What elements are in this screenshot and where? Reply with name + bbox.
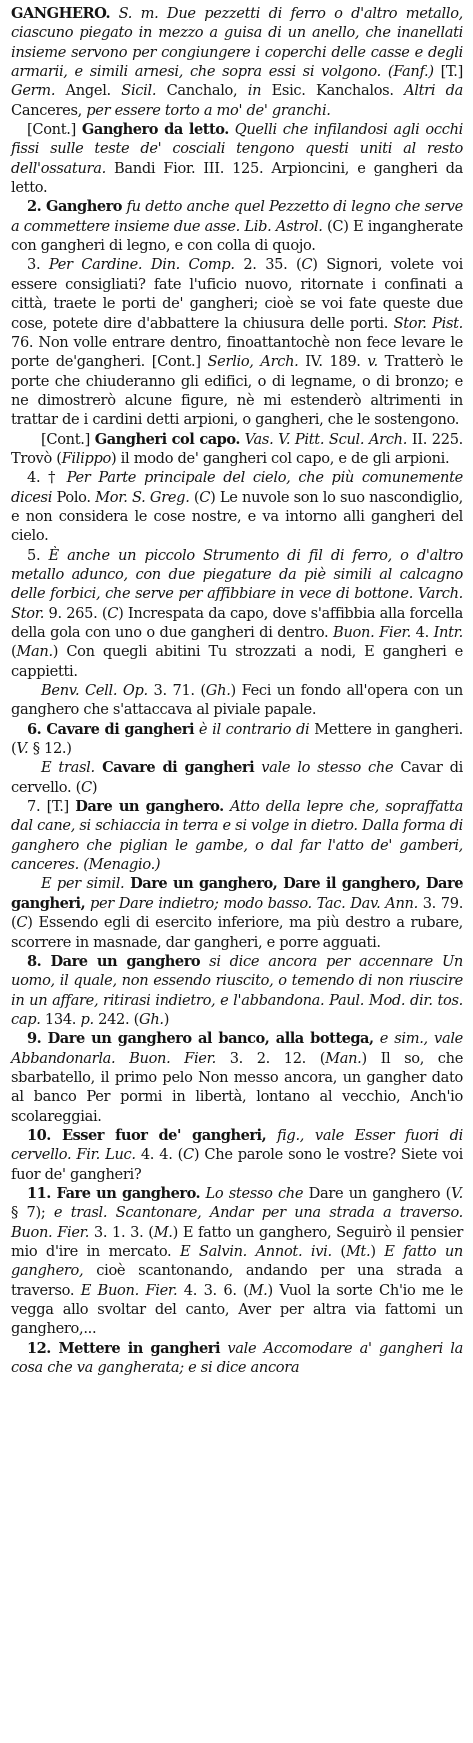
italic-text: per essere torto a mo' de' granchi. xyxy=(86,101,331,119)
italic-text: Per Parte principale del cielo, che più comunemente dicesi xyxy=(11,469,463,506)
italic-text: Germ. xyxy=(11,82,56,100)
italic-text: per Dare indietro; modo basso. Tac. Dav. Ann. xyxy=(85,894,418,912)
italic-text: Atto della lepre che, sopraffatta dal cane, si schiaccia in terra e si volge in dietro. Dalla forma di ganghero che piglian le gambe, o dal far l'atto de' gamberi, canceres. (Menagio.) xyxy=(11,798,463,874)
italic-text: E Buon. Fier. xyxy=(80,1281,178,1299)
entry-paragraph xyxy=(11,430,463,469)
italic-text: E trasl. xyxy=(41,759,95,777)
text-run: 3. 1. 3. ( xyxy=(89,1223,154,1241)
text-run: Polo. xyxy=(52,488,96,506)
text-run: Mettere in gangheri. ( xyxy=(11,720,464,758)
entry-paragraph xyxy=(11,468,463,545)
entry-paragraph xyxy=(11,797,463,874)
italic-text: Stor. Pist. xyxy=(393,314,463,332)
italic-text: V. xyxy=(16,740,29,758)
italic-text: vale Accomodare a' gangheri la cosa che va gangherata; e si dice ancora xyxy=(11,1339,463,1377)
text-run: Esic. Kanchalos. xyxy=(261,82,405,100)
entry-paragraph xyxy=(11,546,463,681)
text-run: ) xyxy=(370,1243,385,1260)
text-run: Dare un ganghero ( xyxy=(303,1184,451,1202)
italic-text: E per simil. xyxy=(41,875,125,893)
italic-text: C xyxy=(16,914,28,932)
italic-text: Serlio, Arch. xyxy=(207,353,299,371)
text-run: Tratterò le porte che chiuderanno gli edifici, o di legname, o di bronzo; e ne dimostrerò alcune figure, nè mi estenderò altrimenti in trattar de i cardini detti arpioni, o gangheri, che le sostengono. xyxy=(11,353,463,429)
entry-headword: Dare un ganghero, Dare il ganghero, Dare gangheri, xyxy=(11,875,463,912)
entry-paragraph xyxy=(11,255,463,429)
text-run: ( xyxy=(331,1243,346,1260)
entry-paragraph xyxy=(11,952,463,1029)
italic-text: fig., vale Esser fuori di cervello. Fir. Luc. xyxy=(11,1126,463,1164)
text-run: ) Increspata da capo, dove s'affibbia alla forcella della gola con uno o due gangheri di dentro. xyxy=(11,604,463,641)
italic-text: M. xyxy=(248,1281,268,1299)
entry-headword: 11. Fare un ganghero. xyxy=(27,1184,201,1202)
italic-text: v. xyxy=(367,353,378,371)
text-run: ) Con quegli abitini Tu strozzati a nodi, E gangheri e cappietti. xyxy=(11,643,463,680)
entry-paragraph xyxy=(11,1339,463,1378)
entry-paragraph xyxy=(11,120,463,197)
italic-text: e trasl. Scantonare, Andar per una strada a traverso. Buon. Fier. xyxy=(11,1204,463,1241)
italic-text: Per Cardine. Din. Comp. xyxy=(48,256,235,274)
text-run: ) Vuol la sorte Ch'io me le vegga allo svoltar del canto, Aver per altra via fattomi un ganghero,... xyxy=(11,1281,463,1338)
italic-text: E Salvin. Annot. ivi. xyxy=(179,1243,332,1260)
italic-text: M. xyxy=(153,1223,173,1241)
italic-text: Lo stesso che xyxy=(200,1184,304,1202)
italic-text: e sim., vale Abbandonarla. Buon. Fier. xyxy=(11,1030,463,1067)
italic-text: Gh. xyxy=(139,1010,164,1028)
entry-headword: Dare un ganghero. xyxy=(75,798,224,816)
text-run: ) Feci un fondo all'opera con un ganghero che s'attaccava al piviale papale. xyxy=(11,682,463,719)
entry-headword: 9. Dare un ganghero al banco, alla bottega, xyxy=(27,1030,374,1048)
entry-paragraph xyxy=(11,4,463,120)
entry-headword: Gangheri col capo. xyxy=(94,430,240,448)
italic-text: Quelli che infilandosi agli occhi fissi sulle teste de' cosciali tengono questi uniti al resto dell'ossatura. xyxy=(11,121,463,177)
text-run: ) Che parole sono le vostre? Siete voi fuor de' gangheri? xyxy=(11,1146,463,1183)
text-run: ( xyxy=(189,488,200,506)
italic-text: C xyxy=(199,488,211,506)
text-run: ( xyxy=(11,643,17,661)
text-run: 242. ( xyxy=(93,1010,140,1028)
text-run: 5. xyxy=(27,546,49,564)
italic-text: C xyxy=(107,604,119,622)
text-run: ) Signori, volete voi essere consigliati? fate l'uficio nuovo, ritornate i confinati a città, traete le porti de' gangheri; cioè se voi fate queste due cose, potete dire d'abbattere la chiusura delle porti. xyxy=(11,256,463,332)
text-run: § 7); xyxy=(11,1204,54,1222)
text-run: ) xyxy=(91,778,98,796)
entry-headword: 8. Dare un ganghero xyxy=(27,952,201,970)
text-run: 3. xyxy=(27,256,49,274)
italic-text: vale lo stesso che xyxy=(254,759,394,777)
italic-text: p. xyxy=(80,1010,94,1028)
italic-text: Mor. S. Greg. xyxy=(95,488,190,506)
italic-text: Man. xyxy=(325,1049,362,1067)
entry-paragraph xyxy=(11,197,463,255)
text-run: 76. Non volle entrare dentro, finoattantochè non fece levare le porte de'gangheri. [Cont.] xyxy=(11,333,463,371)
text-run: ) il modo de' gangheri col capo, e de gli arpioni. xyxy=(110,449,450,467)
italic-text: è il contrario di xyxy=(194,720,310,738)
text-run: [Cont.] xyxy=(41,430,95,448)
entry-headword: GANGHERO. xyxy=(11,5,111,22)
text-run: 4. 3. 6. ( xyxy=(177,1281,249,1299)
text-run: § 12.) xyxy=(28,740,72,758)
italic-text: Altri da xyxy=(404,82,463,100)
entry-headword: Cavare di gangheri xyxy=(94,759,255,777)
text-run: ) xyxy=(163,1010,170,1028)
italic-text: Mt. xyxy=(345,1243,371,1260)
text-run: [Cont.] xyxy=(27,121,82,139)
text-run: (C) E ingangherate con gangheri di legno, e con colla di quojo. xyxy=(11,217,463,255)
text-run: ) Essendo egli di esercito inferiore, ma più destro a rubare, scorrere in masnade, dar gangheri, e porre agguati. xyxy=(11,914,463,951)
italic-text: in xyxy=(247,82,262,100)
italic-text: Gh. xyxy=(205,682,231,700)
text-run: ) Il so, che sbarbatello, il primo pelo Non messo ancora, un gangher dato al banco Per pormi in libertà, lontano al vecchio, Anch'io scolareggiai. xyxy=(11,1049,464,1125)
text-run: Angel. xyxy=(55,82,122,100)
entry-headword: 12. Mettere in gangheri xyxy=(27,1339,221,1357)
entry-paragraph xyxy=(11,1029,463,1126)
entry-paragraph xyxy=(11,874,463,951)
text-run: IV. 189. xyxy=(298,353,368,371)
italic-text: C xyxy=(80,778,92,796)
text-run: [T.] xyxy=(433,63,464,81)
text-run: 2. 35. ( xyxy=(234,256,302,274)
italic-text: V. xyxy=(451,1184,463,1202)
text-run: 9. 265. ( xyxy=(44,604,108,622)
text-run: 3. 2. 12. ( xyxy=(216,1049,326,1067)
italic-text: S. m. Due pezzetti di ferro o d'altro metallo, ciascuno piegato in mezzo a guisa di un anello, che inanellati insieme servono per congiungere i coperchi delle casse e degli armarii, e simili arnesi, che sopra essi si volgono. (Fanf.) xyxy=(11,5,463,81)
text-run: II. 225. Trovò ( xyxy=(11,430,464,467)
entry-paragraph xyxy=(11,681,463,720)
italic-text: Benv. Cell. Op. xyxy=(41,682,148,700)
text-run: 3. 79. ( xyxy=(11,894,464,932)
entry-paragraph xyxy=(11,720,463,759)
text-run: Canchalo, xyxy=(156,82,248,100)
text-run: Bandi Fior. III. 125. Arpioncini, e gangheri da letto. xyxy=(11,159,463,197)
italic-text: C xyxy=(183,1146,194,1164)
text-run: ) Le nuvole son lo suo nascondiglio, e non considera le cose nostre, e va intorno alli gangheri del cielo. xyxy=(11,488,463,545)
italic-text: Buon. Fier. xyxy=(333,624,411,641)
italic-text: Vas. V. Pitt. Scul. Arch. xyxy=(239,430,408,448)
entry-headword: 2. Ganghero xyxy=(27,198,123,216)
italic-text: E fatto un ganghero, xyxy=(11,1243,463,1280)
entry-headword: Ganghero da letto. xyxy=(81,121,229,139)
italic-text: È anche un piccolo Strumento di fil di ferro, o d'altro metallo adunco, con due piegature da piè simili al calcagno delle forbici, che serve per affibbiare in vece di bottone. Varch. Stor. xyxy=(11,546,463,622)
italic-text: si dice ancora per accennare Un uomo, il quale, non essendo riuscito, o temendo di non riuscire in un affare, ritirasi indietro, e l'abbandona. Paul. Mod. dir. tos. cap. xyxy=(11,952,463,1028)
text-run: 134. xyxy=(40,1010,81,1028)
text-run: 4. xyxy=(410,624,434,641)
text-run: Cavar di cervello. ( xyxy=(11,759,463,796)
entry-paragraph xyxy=(11,1184,463,1339)
text-run: Canceres, xyxy=(11,101,87,119)
text-run: ) E fatto un ganghero, Seguirò il pensier mio d'ire in mercato. xyxy=(11,1223,463,1260)
italic-text: Intr. xyxy=(433,624,464,641)
italic-text: C xyxy=(301,256,313,274)
text-run: 7. [T.] xyxy=(27,798,76,816)
entry-paragraph xyxy=(11,758,463,797)
italic-text: Sicil. xyxy=(121,82,157,100)
italic-text: fu detto anche quel Pezzetto di legno che serve a commettere insieme due asse. Lib. Astrol. xyxy=(11,198,463,235)
text-run: 4. 4. ( xyxy=(135,1146,184,1164)
entry-headword: 6. Cavare di gangheri xyxy=(27,720,195,738)
entry-headword: 10. Esser fuor de' gangheri, xyxy=(27,1126,267,1144)
italic-text: Filippo xyxy=(61,449,111,467)
italic-text: Man. xyxy=(16,643,53,661)
text-run: 4. † xyxy=(27,469,67,487)
text-run: cioè scantonando, andando per una strada a traverso. xyxy=(11,1262,463,1299)
text-run: 3. 71. ( xyxy=(147,682,206,700)
entry-paragraph xyxy=(11,1126,463,1184)
